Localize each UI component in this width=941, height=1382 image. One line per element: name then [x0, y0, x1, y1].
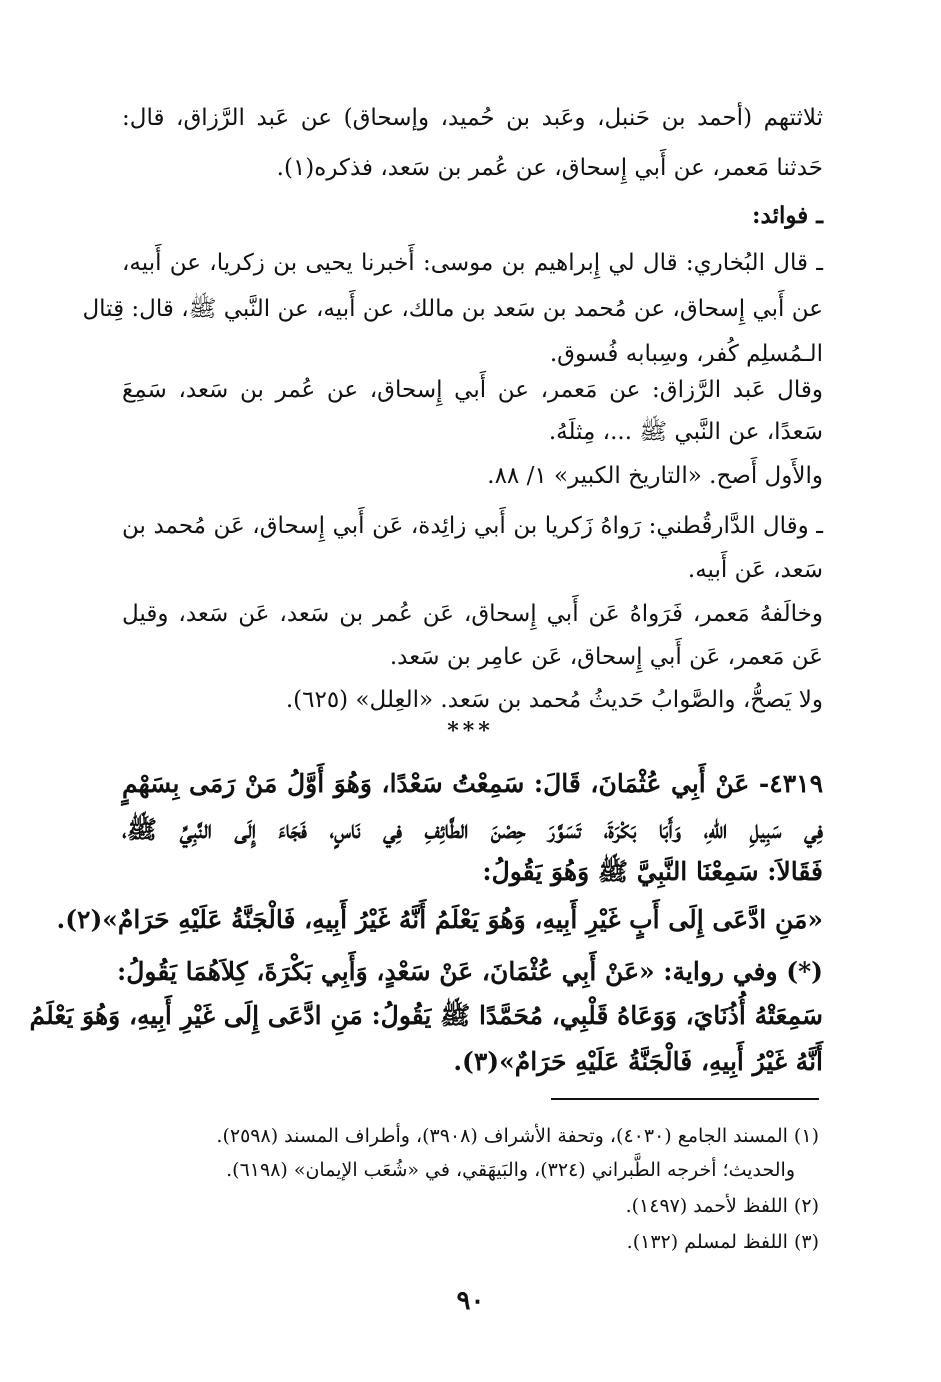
footnote-divider: [551, 1098, 819, 1100]
body-line: ثلاثتهم (أحمد بن حَنبل، وعَبد بن حُميد، وإسحاق) عن عَبد الرَّزاق، قال:: [122, 105, 823, 131]
footnote: والحديث؛ أخرجه الطَّبراني (٣٢٤)، والبَيهَقي، في «شُعَب الإيمان» (٦١٩٨).: [226, 1159, 795, 1181]
hadith-line: «مَنِ ادَّعَى إِلَى أَبٍ غَيْرِ أَبِيهِ، وَهُوَ يَعْلَمُ أَنَّهُ غَيْرُ أَبِيهِ، فَالْجَنَّةُ عَلَيْهِ حَرَامٌ»(٢).: [56, 905, 823, 934]
body-line: ـ وقال الدَّارقُطني: رَواهُ زَكريا بن أَبي زائِدة، عَن أَبي إِسحاق، عَن مُحمد بن: [122, 513, 823, 539]
hadith-line: سَمِعَتْهُ أُذُنَايَ، وَوَعَاهُ قَلْبِي، مُحَمَّدًا ﷺ يَقُولُ: مَنِ ادَّعَى إِلَى غَيْرِ أَبِيهِ، وَهُوَ يَعْلَمُ: [29, 1001, 823, 1030]
body-line: ـ قال البُخاري: قال لي إِبراهيم بن موسى: أَخبرنا يحيى بن زكريا، عن أَبيه،: [122, 250, 823, 276]
hadith-line: فِي سَبِيلِ اللهِ، وَأَبَا بَكْرَةَ، تَسَوَّرَ حِصْنَ الطَّائِفِ فِي نَاسٍ، فَجَاءَ إِلَى النَّبِيِّ ﷺ،: [122, 815, 823, 844]
body-line: وخالَفهُ مَعمر، فَرَواهُ عَن أَبي إِسحاق، عَن عُمر بن سَعد، عَن سَعد، وقيل: [122, 601, 823, 627]
page-number: ٩٠: [456, 1286, 485, 1316]
hadith-line: ٤٣١٩- عَنْ أَبِي عُثْمَانَ، قَالَ: سَمِعْتُ سَعْدًا، وَهُوَ أَوَّلُ مَنْ رَمَى بِسَهْمٍ: [122, 769, 823, 798]
body-line: سَعدًا، عن النَّبي ﷺ ...، مِثلَهُ.: [548, 419, 823, 445]
body-line: عَن مَعمر، عَن أَبي إِسحاق، عَن عامِر بن سَعد.: [389, 644, 823, 670]
body-line: الـمُسلِم كُفر، وسِبابه فُسوق.: [549, 341, 823, 367]
hadith-line: (*) وفي رواية: «عَنْ أَبِي عُثْمَانَ، عَنْ سَعْدٍ، وَأَبِي بَكْرَةَ، كِلاَهُمَا يَقُولُ:: [117, 957, 823, 986]
section-separator: ***: [447, 718, 494, 744]
hadith-line: أَنَّهُ غَيْرُ أَبِيهِ، فَالْجَنَّةُ عَلَيْهِ حَرَامٌ»(٣).: [453, 1047, 823, 1076]
hadith-line: فَقَالاَ: سَمِعْنَا النَّبِيَّ ﷺ وَهُوَ يَقُولُ:: [482, 857, 823, 886]
footnote: (٣) اللفظ لمسلم (١٣٢).: [626, 1231, 819, 1253]
body-line: وقال عَبد الرَّزاق: عن مَعمر، عن أَبي إِسحاق، عن عُمر بن سَعد، سَمِعَ: [122, 377, 823, 403]
body-line: والأَول أَصح. «التاريخ الكبير» ١/ ٨٨.: [487, 463, 823, 489]
body-line: عن أَبي إِسحاق، عن مُحمد بن سَعد بن مالك، عن أَبيه، عن النَّبي ﷺ، قال: قِتال: [82, 296, 823, 322]
body-line: حَدثنا مَعمر، عن أَبي إِسحاق، عن عُمر بن سَعد، فذكره(١).: [276, 155, 823, 181]
footnote: (١) المسند الجامع (٤٠٣٠)، وتحفة الأشراف (٣٩٠٨)، وأطراف المسند (٢٥٩٨).: [216, 1125, 819, 1147]
footnote: (٢) اللفظ لأحمد (١٤٩٧).: [625, 1195, 819, 1217]
section-heading: ـ فوائد:: [752, 202, 823, 229]
body-line: سَعد، عَن أَبيه.: [687, 557, 823, 583]
body-line: ولا يَصحُّ، والصَّوابُ حَديثُ مُحمد بن سَعد. «العِلل» (٦٢٥).: [285, 687, 823, 713]
